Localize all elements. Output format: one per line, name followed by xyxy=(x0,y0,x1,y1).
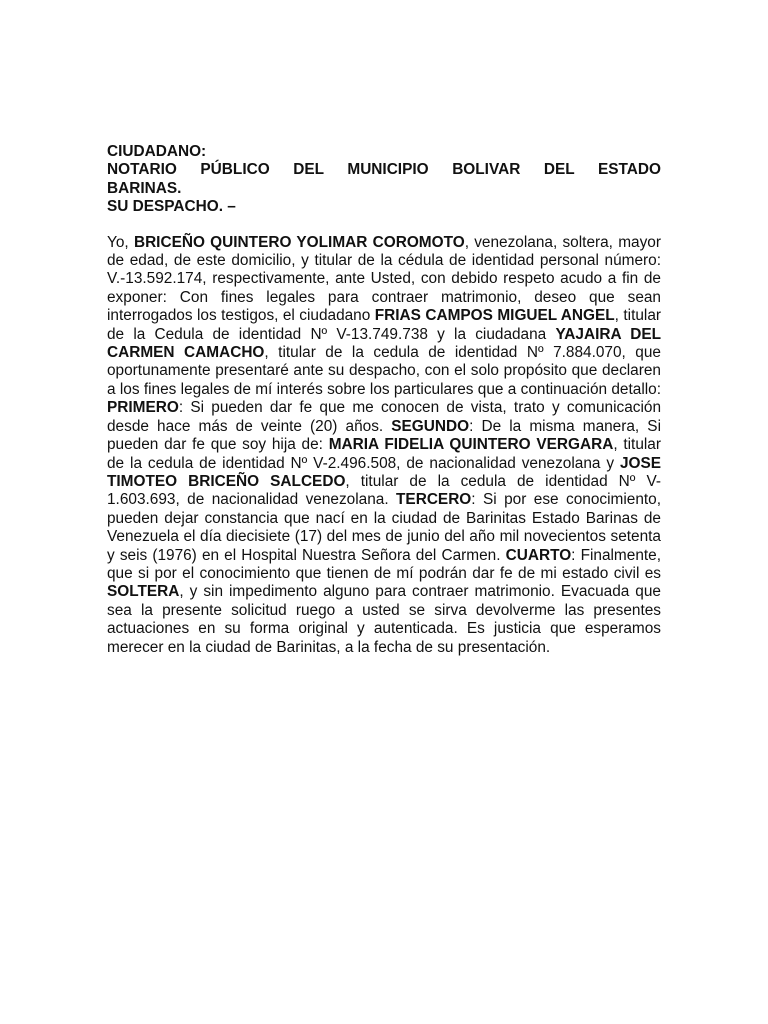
father-name: JOSE TIMOTEO BRICEÑO SALCEDO xyxy=(107,454,661,490)
body-text: , titular de la cedula de identidad Nº V-2.496.508, de nacionalidad venezolana y xyxy=(107,436,661,472)
letter xyxy=(107,143,661,672)
point-cuarto: CUARTO xyxy=(505,546,572,564)
body-text: : Si por ese conocimiento, pueden dejar constancia que nací en la ciudad de Barinitas Estado Barinas de Venezuela el día diecisiete (17) del mes de junio del año mil novecientos setenta y seis (1976) en el Hospital Nuestra Señora del Carmen. xyxy=(107,491,661,564)
body-text: Yo, xyxy=(107,233,134,251)
letter-body xyxy=(107,234,661,657)
point-segundo: SEGUNDO xyxy=(391,417,470,435)
letter-header xyxy=(107,143,661,217)
applicant-name: BRICEÑO QUINTERO YOLIMAR COROMOTO xyxy=(133,233,465,251)
body-text: : De la misma manera, Si pueden dar fe que soy hija de: xyxy=(107,417,661,454)
witness-1-name: FRIAS CAMPOS MIGUEL ANGEL xyxy=(374,307,615,325)
point-primero: PRIMERO xyxy=(107,399,179,417)
body-text: , titular de la Cedula de identidad Nº V-13.749.738 y la ciudadana xyxy=(107,307,662,343)
body-text: , y sin impedimento alguno para contraer matrimonio. Evacuada que sea la presente solicitud ruego a usted se sirva devolverme las presentes actuaciones en su forma original y autenticada. Es justicia que esperamos merecer en la ciudad de Barinitas, a la fecha de su presentación. xyxy=(107,583,661,656)
witness-2-name: YAJAIRA DEL CARMEN CAMACHO xyxy=(107,325,661,362)
body-text: , venezolana, soltera, mayor de edad, de este domicilio, y titular de la cédula de identidad personal número: V.-13.592.174, respectivamente, ante Usted, con debido respeto acudo a fin de exponer: Con fines legales para contraer matrimonio, deseo que sean interrogados los testigos, el ciudadano xyxy=(107,233,661,325)
addressee-closing: SU DESPACHO. – xyxy=(107,198,236,216)
body-text: : Si pueden dar fe que me conocen de vista, trato y comunicación desde hace más de veinte (20) años. xyxy=(107,399,661,435)
point-tercero: TERCERO xyxy=(396,491,472,509)
addressee-state: BARINAS. xyxy=(107,179,182,197)
body-text: , titular de la cedula de identidad Nº 7.884.070, que oportunamente presentaré ante su despacho, con el solo propósito que declaren a los fines legales de mí interés sobre los particulares que a continuación detallo: xyxy=(107,344,661,398)
addressee-title: CIUDADANO: xyxy=(107,143,207,160)
addressee-office: NOTARIO PÚBLICO DEL MUNICIPIO BOLIVAR DEL ESTADO xyxy=(107,161,661,179)
body-text: : Finalmente, que si por el conocimiento que tienen de mí podrán dar fe de mi estado civil es xyxy=(107,546,661,582)
body-text: , titular de la cedula de identidad Nº V-1.603.693, de nacionalidad venezolana. xyxy=(107,472,661,509)
civil-status: SOLTERA xyxy=(107,583,180,601)
mother-name: MARIA FIDELIA QUINTERO VERGARA xyxy=(328,436,614,454)
